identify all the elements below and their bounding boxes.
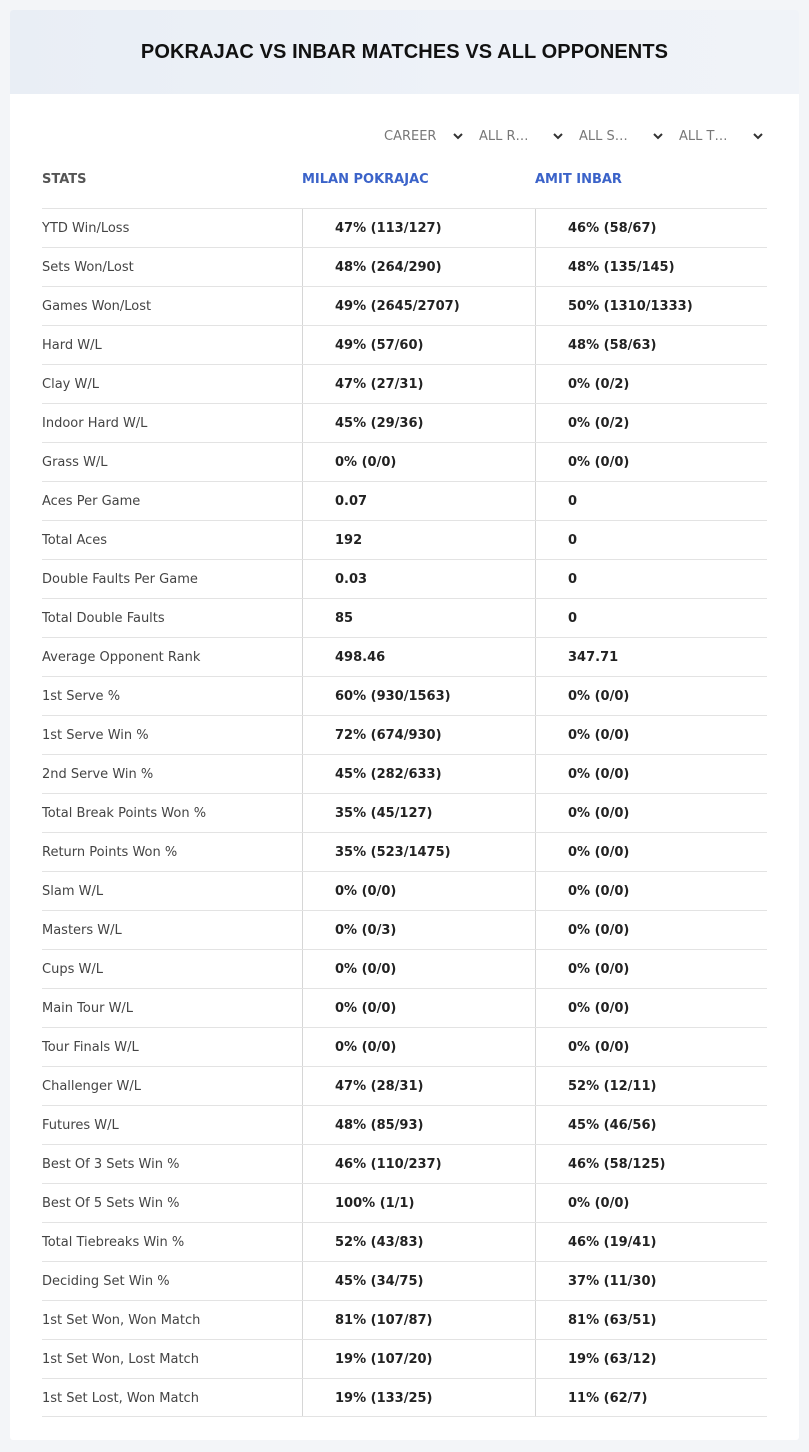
stat-label: Slam W/L — [42, 884, 104, 899]
table-row — [42, 1222, 767, 1261]
player1-value: 0% (0/0) — [335, 1040, 397, 1055]
surface-filter-label: ALL S… — [579, 128, 628, 144]
stat-label: Total Double Faults — [42, 611, 165, 626]
stat-label: 1st Set Lost, Won Match — [42, 1391, 199, 1406]
player1-value: 81% (107/87) — [335, 1313, 433, 1328]
table-row — [42, 637, 767, 676]
table-row — [42, 1027, 767, 1066]
player1-value: 45% (29/36) — [335, 416, 424, 431]
table-row — [42, 520, 767, 559]
player2-value: 52% (12/11) — [568, 1079, 657, 1094]
stats-table — [42, 208, 767, 1417]
player1-value: 45% (34/75) — [335, 1274, 424, 1289]
player1-value: 46% (110/237) — [335, 1157, 442, 1172]
player1-value: 19% (133/25) — [335, 1391, 433, 1406]
player2-value: 0 — [568, 572, 578, 587]
surface-filter-select[interactable] — [579, 126, 664, 146]
player2-value: 0 — [568, 611, 578, 626]
stat-label: Hard W/L — [42, 338, 102, 353]
player1-value: 498.46 — [335, 650, 386, 665]
stat-label: Best Of 3 Sets Win % — [42, 1157, 180, 1172]
stat-label: 1st Set Won, Lost Match — [42, 1352, 199, 1367]
player2-value: 11% (62/7) — [568, 1391, 648, 1406]
player1-value: 48% (264/290) — [335, 260, 442, 275]
player2-value: 0 — [568, 533, 578, 548]
player2-value: 0% (0/0) — [568, 962, 630, 977]
player1-value: 35% (45/127) — [335, 806, 433, 821]
player1-value: 47% (113/127) — [335, 221, 442, 236]
chevron-down-icon — [652, 130, 664, 142]
table-row — [42, 481, 767, 520]
table-row — [42, 403, 767, 442]
player2-value: 0% (0/0) — [568, 845, 630, 860]
stat-label: Average Opponent Rank — [42, 650, 201, 665]
period-filter-select[interactable] — [384, 126, 464, 146]
player2-value: 0% (0/0) — [568, 923, 630, 938]
stat-label: Grass W/L — [42, 455, 108, 470]
page-title: POKRAJAC VS INBAR MATCHES VS ALL OPPONENTS — [140, 40, 669, 63]
stat-label: Return Points Won % — [42, 845, 178, 860]
stat-label: Total Aces — [42, 533, 108, 548]
player1-value: 0% (0/3) — [335, 923, 397, 938]
stat-label: Main Tour W/L — [42, 1001, 134, 1016]
table-row — [42, 793, 767, 832]
player1-value: 47% (27/31) — [335, 377, 424, 392]
player1-value: 49% (57/60) — [335, 338, 424, 353]
player2-value: 0% (0/0) — [568, 455, 630, 470]
player1-value: 45% (282/633) — [335, 767, 442, 782]
table-row — [42, 832, 767, 871]
player2-value: 347.71 — [568, 650, 619, 665]
player2-value: 0% (0/0) — [568, 1001, 630, 1016]
stat-label: Clay W/L — [42, 377, 99, 392]
table-row — [42, 208, 767, 247]
player1-value: 0.07 — [335, 494, 368, 509]
player2-value: 0% (0/2) — [568, 377, 630, 392]
player1-value: 49% (2645/2707) — [335, 299, 460, 314]
stats-column-header: STATS — [42, 172, 87, 187]
stat-label: 1st Serve % — [42, 689, 121, 704]
table-header — [10, 170, 799, 190]
player1-value: 0% (0/0) — [335, 455, 397, 470]
table-row — [42, 247, 767, 286]
player2-value: 48% (58/63) — [568, 338, 657, 353]
stat-label: 1st Set Won, Won Match — [42, 1313, 201, 1328]
player1-value: 35% (523/1475) — [335, 845, 451, 860]
table-row — [42, 1105, 767, 1144]
player1-value: 100% (1/1) — [335, 1196, 415, 1211]
table-row — [42, 1339, 767, 1378]
player1-value: 52% (43/83) — [335, 1235, 424, 1250]
table-row — [42, 871, 767, 910]
player1-value: 60% (930/1563) — [335, 689, 451, 704]
table-row — [42, 442, 767, 481]
stat-label: Total Break Points Won % — [42, 806, 207, 821]
player2-value: 48% (135/145) — [568, 260, 675, 275]
tournament-filter-select[interactable] — [679, 126, 764, 146]
player2-value: 0 — [568, 494, 578, 509]
table-row — [42, 598, 767, 637]
stat-label: Total Tiebreaks Win % — [42, 1235, 185, 1250]
table-row — [42, 1261, 767, 1300]
player1-value: 85 — [335, 611, 354, 626]
card-header — [10, 10, 799, 94]
player2-value: 0% (0/0) — [568, 884, 630, 899]
filter-bar — [10, 126, 799, 146]
period-filter-label: CAREER — [384, 128, 437, 144]
table-row — [42, 325, 767, 364]
player2-value: 19% (63/12) — [568, 1352, 657, 1367]
stat-label: Indoor Hard W/L — [42, 416, 148, 431]
stat-label: YTD Win/Loss — [42, 221, 130, 236]
table-row — [42, 910, 767, 949]
player2-value: 0% (0/0) — [568, 689, 630, 704]
player2-value: 81% (63/51) — [568, 1313, 657, 1328]
stat-label: Double Faults Per Game — [42, 572, 198, 587]
stat-label: Deciding Set Win % — [42, 1274, 170, 1289]
player1-value: 19% (107/20) — [335, 1352, 433, 1367]
table-row — [42, 1144, 767, 1183]
player2-value: 0% (0/0) — [568, 767, 630, 782]
table-row — [42, 988, 767, 1027]
table-row — [42, 715, 767, 754]
player2-value: 0% (0/0) — [568, 1040, 630, 1055]
chevron-down-icon — [552, 130, 564, 142]
table-row — [42, 754, 767, 793]
table-row — [42, 1066, 767, 1105]
chevron-down-icon — [752, 130, 764, 142]
round-filter-label: ALL R… — [479, 128, 529, 144]
stat-label: Best Of 5 Sets Win % — [42, 1196, 180, 1211]
player1-value: 48% (85/93) — [335, 1118, 424, 1133]
player2-value: 46% (58/67) — [568, 221, 657, 236]
table-row — [42, 286, 767, 325]
stat-label: Futures W/L — [42, 1118, 119, 1133]
round-filter-select[interactable] — [479, 126, 564, 146]
player2-value: 0% (0/0) — [568, 1196, 630, 1211]
table-row — [42, 676, 767, 715]
table-row — [42, 1378, 767, 1417]
table-row — [42, 949, 767, 988]
stat-label: 1st Serve Win % — [42, 728, 149, 743]
player2-value: 0% (0/0) — [568, 806, 630, 821]
player2-value: 37% (11/30) — [568, 1274, 657, 1289]
player2-value: 0% (0/0) — [568, 728, 630, 743]
table-row — [42, 364, 767, 403]
player1-value: 47% (28/31) — [335, 1079, 424, 1094]
stat-label: Tour Finals W/L — [42, 1040, 139, 1055]
player2-value: 45% (46/56) — [568, 1118, 657, 1133]
player1-value: 0% (0/0) — [335, 1001, 397, 1016]
player1-value: 192 — [335, 533, 363, 548]
stats-card — [10, 10, 799, 1440]
stat-label: Cups W/L — [42, 962, 103, 977]
stat-label: Aces Per Game — [42, 494, 141, 509]
player1-value: 0.03 — [335, 572, 368, 587]
player2-link[interactable]: AMIT INBAR — [535, 172, 622, 187]
table-row — [42, 559, 767, 598]
stat-label: Masters W/L — [42, 923, 122, 938]
player2-value: 46% (58/125) — [568, 1157, 666, 1172]
tournament-filter-label: ALL T… — [679, 128, 728, 144]
player1-link[interactable]: MILAN POKRAJAC — [302, 172, 429, 187]
player1-value: 0% (0/0) — [335, 884, 397, 899]
table-row — [42, 1300, 767, 1339]
table-row — [42, 1183, 767, 1222]
stat-label: Games Won/Lost — [42, 299, 152, 314]
player2-value: 46% (19/41) — [568, 1235, 657, 1250]
stat-label: 2nd Serve Win % — [42, 767, 154, 782]
player2-value: 0% (0/2) — [568, 416, 630, 431]
stat-label: Challenger W/L — [42, 1079, 141, 1094]
chevron-down-icon — [452, 130, 464, 142]
player1-value: 72% (674/930) — [335, 728, 442, 743]
stat-label: Sets Won/Lost — [42, 260, 134, 275]
player2-value: 50% (1310/1333) — [568, 299, 693, 314]
player1-value: 0% (0/0) — [335, 962, 397, 977]
